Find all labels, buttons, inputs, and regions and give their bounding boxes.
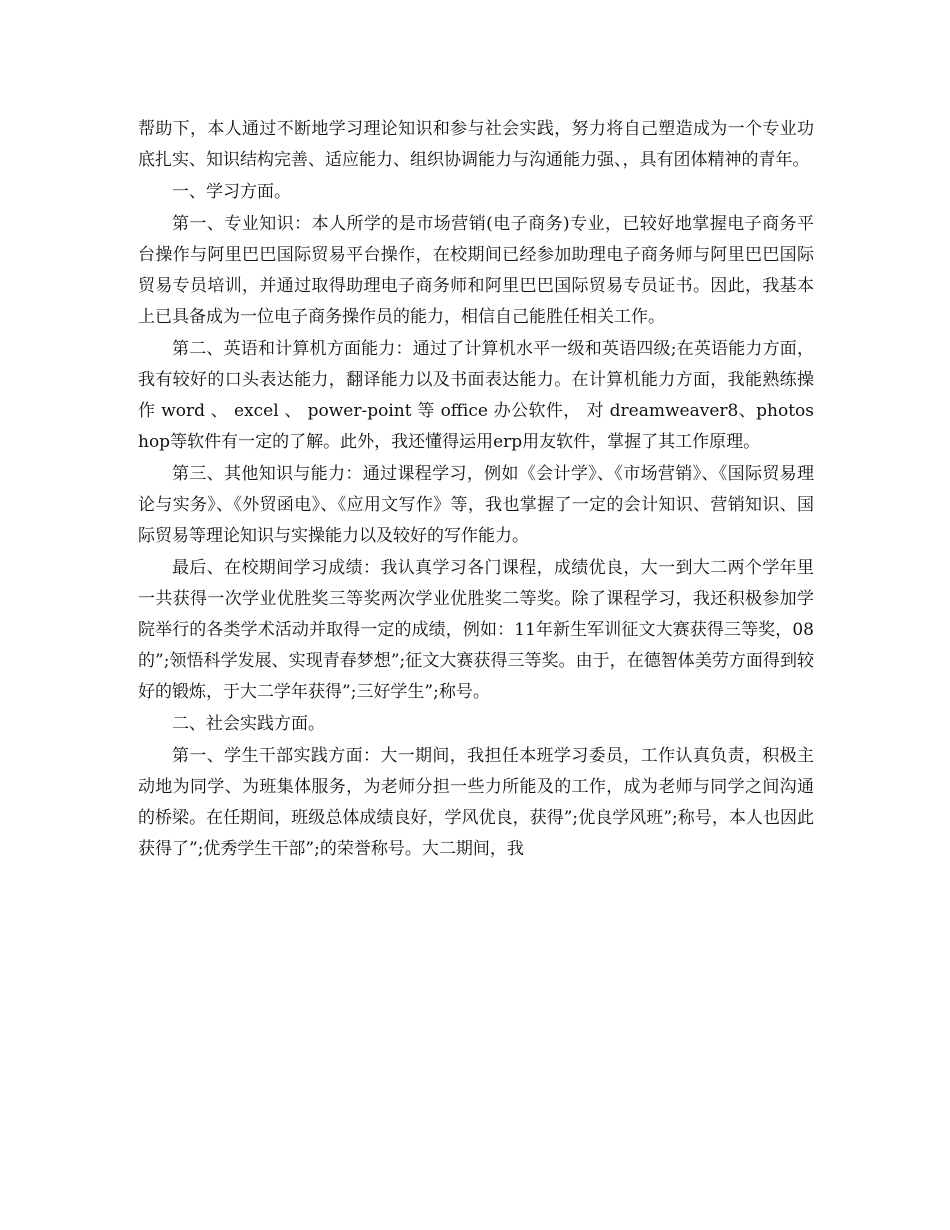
section-heading-study: 一、学习方面。 <box>172 182 291 202</box>
paragraph-other-knowledge: 第三、其他知识与能力：通过课程学习，例如《会计学》、《市场营销》、《国际贸易理论与实务》、《外贸函电》、《应用文写作》等，我也掌握了一定的会计知识、营销知识、国际贸易等理论知识与实操能力以及较好的写作能力。 <box>138 464 814 546</box>
paragraph-professional-knowledge: 第一、专业知识：本人所学的是市场营销(电子商务)专业，已较好地掌握电子商务平台操作与阿里巴巴国际贸易平台操作，在校期间已经参加助理电子商务师与阿里巴巴国际贸易专员培训，并通过取得助理电子商务师和阿里巴巴国际贸易专员证书。因此，我基本上已具备成为一位电子商务操作员的能力，相信自己能胜任相关工作。 <box>138 214 814 327</box>
paragraph-1: 帮助下，本人通过不断地学习理论知识和参与社会实践，努力将自己塑造成为一个专业功底扎实、知识结构完善、适应能力、组织协调能力与沟通能力强、，具有团体精神的青年。 <box>138 119 814 170</box>
section-heading-social-practice: 二、社会实践方面。 <box>172 714 325 734</box>
paragraph-grades: 最后、在校期间学习成绩：我认真学习各门课程，成绩优良，大一到大二两个学年里一共获得一次学业优胜奖三等奖两次学业优胜奖二等奖。除了课程学习，我还积极参加学院举行的各类学术活动并取得一定的成绩，例如：11年新生军训征文大赛获得三等奖，08的”;领悟科学发展、实现青春梦想”;征文大赛获得三等奖。由于，在德智体美劳方面得到较好的锻炼，于大二学年获得”;三好学生”;称号。 <box>138 558 814 702</box>
paragraph-student-cadre: 第一、学生干部实践方面：大一期间，我担任本班学习委员，工作认真负责，积极主动地为同学、为班集体服务，为老师分担一些力所能及的工作，成为老师与同学之间沟通的桥梁。在任期间，班级总体成绩良好，学风优良，获得”;优良学风班”;称号，本人也因此获得了”;优秀学生干部”;的荣誉称号。大二期间，我 <box>138 746 814 859</box>
paragraph-english-computer: 第二、英语和计算机方面能力：通过了计算机水平一级和英语四级;在英语能力方面，我有较好的口头表达能力，翻译能力以及书面表达能力。在计算机能力方面，我能熟练操作 word 、 excel 、 power-point 等 office 办公软件， 对 dreamweaver8、photoshop等软件有一定的了解。此外，我还懂得运用erp用友软件，掌握了其工作原理。 <box>138 339 814 452</box>
document-body <box>138 114 814 866</box>
